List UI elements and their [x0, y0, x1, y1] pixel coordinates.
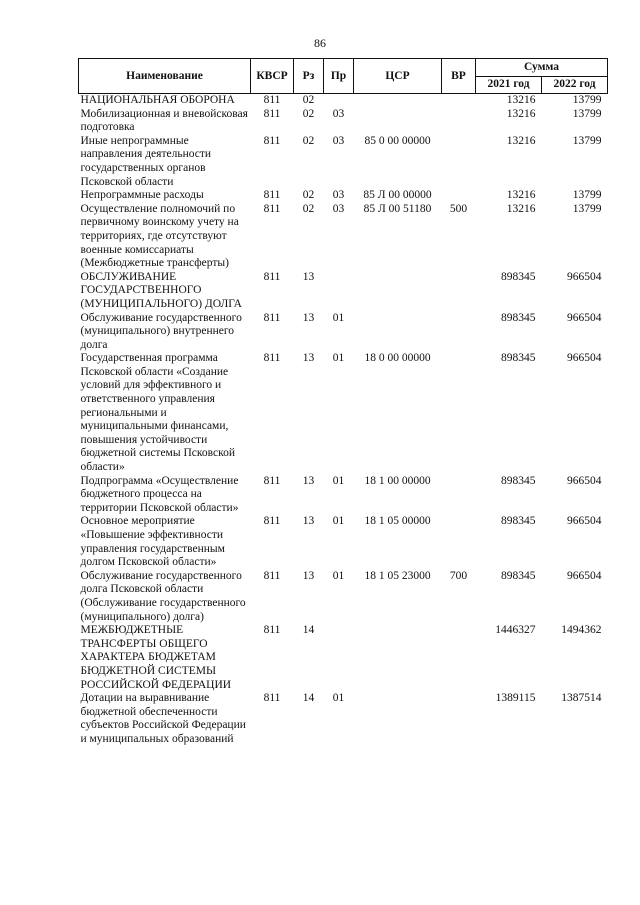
- row-sum-2022: 966504: [567, 352, 602, 365]
- row-kvsr: 811: [263, 107, 281, 120]
- row-rz: 13: [302, 569, 315, 582]
- row-vr: [442, 624, 476, 692]
- page-number: 86: [314, 36, 326, 50]
- row-sum-2021: 898345: [501, 569, 536, 582]
- row-rz: 02: [302, 202, 315, 215]
- table-row: [79, 135, 608, 189]
- row-kvsr: 811: [263, 569, 281, 582]
- row-sum-2021: 898345: [501, 515, 536, 528]
- row-sum-2022: 13799: [572, 94, 602, 106]
- row-csr: [354, 692, 442, 746]
- row-name: МЕЖБЮДЖЕТНЫЕ ТРАНСФЕРТЫ ОБЩЕГО ХАРАКТЕРА БЮДЖЕТАМ БЮДЖЕТНОЙ СИСТЕМЫ РОССИЙСКОЙ ФЕДЕРАЦИИ: [80, 624, 232, 691]
- row-csr: [354, 108, 442, 135]
- row-name: Государственная программа Псковской области «Создание условий для эффективного и ответственного управления региональными и муниципальными финансами, повышения устойчивости бюджетной системы Псковской области»: [80, 352, 235, 474]
- row-sum-2021: 898345: [501, 311, 536, 324]
- row-vr: [442, 352, 476, 474]
- row-vr: [442, 271, 476, 312]
- row-pr: 01: [332, 352, 345, 365]
- row-pr: 03: [332, 107, 345, 120]
- table-row: [79, 108, 608, 135]
- table-row: [79, 189, 608, 203]
- row-sum-2021: 13216: [506, 134, 536, 147]
- row-name: НАЦИОНАЛЬНАЯ ОБОРОНА: [80, 94, 235, 106]
- row-sum-2022: 966504: [567, 569, 602, 582]
- row-kvsr: 811: [263, 624, 281, 637]
- row-csr: [354, 94, 442, 108]
- row-sum-2022: 966504: [567, 270, 602, 283]
- row-pr: [324, 624, 354, 692]
- row-sum-2022: 13799: [572, 202, 602, 215]
- row-name: Иные непрограммные направления деятельности государственных органов Псковской области: [80, 134, 212, 188]
- table-row: [79, 271, 608, 312]
- row-vr: [442, 475, 476, 516]
- row-rz: 02: [302, 94, 315, 106]
- row-sum-2022: 13799: [572, 107, 602, 120]
- row-name: Подпрограмма «Осуществление бюджетного процесса на территории Псковской области»: [80, 474, 239, 514]
- table-row: [79, 475, 608, 516]
- row-name: Обслуживание государственного долга Псковской области (Обслуживание государственного (муниципального) долга): [80, 569, 246, 623]
- row-kvsr: 811: [263, 202, 281, 215]
- row-vr: [442, 108, 476, 135]
- header-year-2022: 2022 год: [542, 76, 608, 94]
- row-csr: [354, 312, 442, 353]
- table-row: [79, 203, 608, 271]
- header-vr: ВР: [442, 59, 476, 94]
- row-sum-2022: 13799: [572, 134, 602, 147]
- row-csr: [354, 624, 442, 692]
- row-pr: [324, 94, 354, 108]
- row-rz: 02: [302, 107, 315, 120]
- header-sum: Сумма: [476, 59, 608, 77]
- row-sum-2021: 13216: [506, 202, 536, 215]
- row-vr: 500: [449, 202, 468, 215]
- table-row: [79, 352, 608, 474]
- row-pr: 03: [332, 202, 345, 215]
- row-rz: 02: [302, 134, 315, 147]
- row-sum-2022: 966504: [567, 474, 602, 487]
- row-rz: 13: [302, 474, 315, 487]
- row-csr: 85 0 00 00000: [364, 134, 431, 147]
- row-pr: 03: [332, 189, 345, 202]
- row-csr: 18 0 00 00000: [364, 352, 431, 365]
- row-vr: [442, 135, 476, 189]
- header-pr: Пр: [324, 59, 354, 94]
- row-pr: 01: [332, 692, 345, 705]
- row-vr: [442, 312, 476, 353]
- row-name: Непрограммные расходы: [80, 189, 204, 202]
- row-csr: 18 1 00 00000: [364, 474, 431, 487]
- row-vr: [442, 94, 476, 108]
- row-kvsr: 811: [263, 692, 281, 705]
- row-kvsr: 811: [263, 270, 281, 283]
- row-sum-2021: 898345: [501, 474, 536, 487]
- row-sum-2021: 13216: [506, 189, 536, 202]
- row-pr: 01: [332, 311, 345, 324]
- row-rz: 14: [302, 692, 315, 705]
- table-row: [79, 692, 608, 746]
- table-row: [79, 624, 608, 692]
- row-sum-2022: 1494362: [561, 624, 602, 637]
- row-pr: 01: [332, 569, 345, 582]
- row-rz: 13: [302, 270, 315, 283]
- row-name: Обслуживание государственного (муниципального) внутреннего долга: [80, 311, 242, 351]
- table-row: [79, 312, 608, 353]
- row-kvsr: 811: [263, 352, 281, 365]
- row-kvsr: 811: [263, 515, 281, 528]
- table-header: [79, 59, 608, 94]
- row-vr: [442, 692, 476, 746]
- row-sum-2022: 1387514: [561, 692, 602, 705]
- header-kvsr: КВСР: [251, 59, 294, 94]
- row-pr: 01: [332, 474, 345, 487]
- row-name: Основное мероприятие «Повышение эффективности управления государственным долгом Псковской области»: [80, 515, 225, 569]
- row-sum-2021: 13216: [506, 94, 536, 106]
- table-row: [79, 515, 608, 569]
- row-sum-2022: 966504: [567, 515, 602, 528]
- row-csr: 18 1 05 00000: [364, 515, 431, 528]
- row-sum-2022: 13799: [572, 189, 602, 202]
- row-rz: 02: [302, 189, 315, 202]
- table-row: [79, 570, 608, 624]
- row-sum-2021: 898345: [501, 352, 536, 365]
- row-kvsr: 811: [263, 134, 281, 147]
- row-rz: 13: [302, 311, 315, 324]
- row-name: Мобилизационная и вневойсковая подготовка: [80, 107, 248, 134]
- row-sum-2021: 898345: [501, 270, 536, 283]
- row-kvsr: 811: [263, 311, 281, 324]
- row-name: Осуществление полномочий по первичному воинскому учету на территориях, где отсутствуют военные комиссариаты (Межбюджетные трансферты): [80, 202, 239, 270]
- row-kvsr: 811: [263, 474, 281, 487]
- row-name: Дотации на выравнивание бюджетной обеспеченности субъектов Российской Федерации и муниципальных образований: [80, 692, 246, 745]
- row-rz: 14: [302, 624, 315, 637]
- row-csr: 18 1 05 23000: [364, 569, 431, 582]
- row-sum-2021: 1389115: [495, 692, 536, 705]
- row-sum-2022: 966504: [567, 311, 602, 324]
- header-year-2021: 2021 год: [476, 76, 542, 94]
- row-vr: 700: [449, 569, 468, 582]
- row-sum-2021: 13216: [506, 107, 536, 120]
- row-sum-2021: 1446327: [495, 624, 536, 637]
- row-pr: [324, 271, 354, 312]
- row-rz: 13: [302, 515, 315, 528]
- row-rz: 13: [302, 352, 315, 365]
- row-kvsr: 811: [263, 94, 281, 106]
- row-kvsr: 811: [263, 189, 281, 202]
- table-row: [79, 94, 608, 108]
- row-pr: 01: [332, 515, 345, 528]
- table-body: [79, 94, 608, 747]
- row-vr: [442, 189, 476, 203]
- header-csr: ЦСР: [354, 59, 442, 94]
- row-csr: 85 Л 00 51180: [363, 202, 432, 215]
- row-vr: [442, 515, 476, 569]
- header-rz: Рз: [294, 59, 324, 94]
- budget-table: [78, 58, 608, 747]
- row-name: ОБСЛУЖИВАНИЕ ГОСУДАРСТВЕННОГО (МУНИЦИПАЛЬНОГО) ДОЛГА: [80, 270, 242, 310]
- row-csr: [354, 271, 442, 312]
- row-pr: 03: [332, 134, 345, 147]
- header-name: Наименование: [79, 59, 251, 94]
- row-csr: 85 Л 00 00000: [363, 189, 432, 202]
